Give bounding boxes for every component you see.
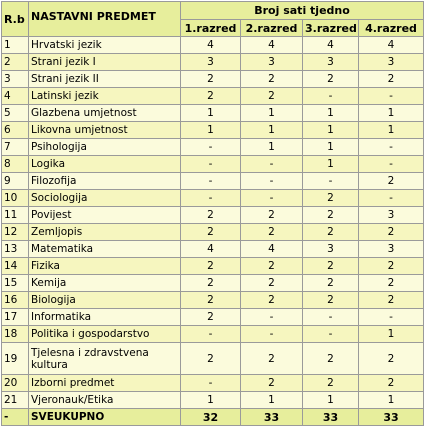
row-hours-grade-3: - xyxy=(303,173,359,190)
row-hours-grade-4: 2 xyxy=(359,275,424,292)
header-grade-1: 1.razred xyxy=(181,20,241,37)
row-ordinal: 20 xyxy=(2,375,29,392)
total-row xyxy=(2,409,424,426)
row-hours-grade-2: 2 xyxy=(241,224,303,241)
row-hours-grade-3: 1 xyxy=(303,139,359,156)
row-hours-grade-3: 3 xyxy=(303,54,359,71)
row-ordinal: 1 xyxy=(2,37,29,54)
row-hours-grade-1: - xyxy=(181,190,241,207)
row-hours-grade-3: 4 xyxy=(303,37,359,54)
row-subject: Informatika xyxy=(29,309,181,326)
row-ordinal: 13 xyxy=(2,241,29,258)
header-row-top xyxy=(2,2,424,20)
row-subject: Matematika xyxy=(29,241,181,258)
total-grade-2: 33 xyxy=(241,409,303,426)
header-ordinal: R.b xyxy=(2,2,29,37)
table-row xyxy=(2,173,424,190)
row-hours-grade-3: 2 xyxy=(303,190,359,207)
row-subject: Politika i gospodarstvo xyxy=(29,326,181,343)
row-ordinal: 15 xyxy=(2,275,29,292)
row-ordinal: 7 xyxy=(2,139,29,156)
table-row xyxy=(2,207,424,224)
row-ordinal: 6 xyxy=(2,122,29,139)
row-hours-grade-4: 2 xyxy=(359,343,424,375)
row-subject: Strani jezik II xyxy=(29,71,181,88)
row-hours-grade-1: 1 xyxy=(181,392,241,409)
table-row xyxy=(2,375,424,392)
row-hours-grade-1: - xyxy=(181,139,241,156)
row-ordinal: 9 xyxy=(2,173,29,190)
row-hours-grade-1: 3 xyxy=(181,54,241,71)
total-grade-3: 33 xyxy=(303,409,359,426)
row-hours-grade-2: 4 xyxy=(241,241,303,258)
row-hours-grade-4: 3 xyxy=(359,54,424,71)
table-row xyxy=(2,71,424,88)
row-hours-grade-1: - xyxy=(181,173,241,190)
row-hours-grade-4: 2 xyxy=(359,375,424,392)
row-subject: Latinski jezik xyxy=(29,88,181,105)
row-hours-grade-3: 2 xyxy=(303,71,359,88)
row-subject: Logika xyxy=(29,156,181,173)
row-hours-grade-3: 1 xyxy=(303,122,359,139)
row-hours-grade-3: 2 xyxy=(303,343,359,375)
row-hours-grade-3: 2 xyxy=(303,375,359,392)
row-subject: Izborni predmet xyxy=(29,375,181,392)
row-hours-grade-4: 3 xyxy=(359,207,424,224)
table-row xyxy=(2,326,424,343)
row-hours-grade-1: 2 xyxy=(181,292,241,309)
table-row xyxy=(2,156,424,173)
row-hours-grade-1: 2 xyxy=(181,275,241,292)
row-hours-grade-2: 2 xyxy=(241,275,303,292)
row-hours-grade-1: - xyxy=(181,375,241,392)
row-ordinal: 3 xyxy=(2,71,29,88)
row-hours-grade-1: 2 xyxy=(181,258,241,275)
row-hours-grade-2: 2 xyxy=(241,375,303,392)
row-hours-grade-2: 2 xyxy=(241,292,303,309)
row-hours-grade-2: 1 xyxy=(241,139,303,156)
row-hours-grade-3: - xyxy=(303,309,359,326)
header-grade-4: 4.razred xyxy=(359,20,424,37)
curriculum-table-container xyxy=(1,1,423,426)
row-subject: Glazbena umjetnost xyxy=(29,105,181,122)
row-hours-grade-4: - xyxy=(359,190,424,207)
table-row xyxy=(2,258,424,275)
row-hours-grade-4: 2 xyxy=(359,258,424,275)
row-hours-grade-4: 1 xyxy=(359,326,424,343)
row-hours-grade-2: - xyxy=(241,173,303,190)
row-hours-grade-2: 1 xyxy=(241,122,303,139)
row-subject: Zemljopis xyxy=(29,224,181,241)
total-grade-1: 32 xyxy=(181,409,241,426)
row-hours-grade-3: 2 xyxy=(303,258,359,275)
row-hours-grade-1: 2 xyxy=(181,224,241,241)
table-row xyxy=(2,392,424,409)
row-hours-grade-4: 3 xyxy=(359,241,424,258)
row-hours-grade-1: - xyxy=(181,156,241,173)
row-hours-grade-1: 2 xyxy=(181,309,241,326)
row-hours-grade-3: 3 xyxy=(303,241,359,258)
row-hours-grade-2: - xyxy=(241,309,303,326)
row-hours-grade-2: 2 xyxy=(241,88,303,105)
row-subject: Filozofija xyxy=(29,173,181,190)
row-ordinal: 21 xyxy=(2,392,29,409)
row-hours-grade-2: 2 xyxy=(241,207,303,224)
row-hours-grade-2: - xyxy=(241,326,303,343)
row-subject: Biologija xyxy=(29,292,181,309)
row-hours-grade-4: 2 xyxy=(359,292,424,309)
row-hours-grade-4: 1 xyxy=(359,392,424,409)
row-hours-grade-2: 2 xyxy=(241,71,303,88)
table-row xyxy=(2,105,424,122)
curriculum-hours-table xyxy=(1,1,424,426)
row-subject: Fizika xyxy=(29,258,181,275)
row-hours-grade-2: 1 xyxy=(241,392,303,409)
row-subject: Tjelesna i zdravstvena kultura xyxy=(29,343,181,375)
total-ordinal: - xyxy=(2,409,29,426)
row-hours-grade-4: 2 xyxy=(359,224,424,241)
row-ordinal: 4 xyxy=(2,88,29,105)
table-row xyxy=(2,275,424,292)
row-ordinal: 11 xyxy=(2,207,29,224)
row-hours-grade-3: 1 xyxy=(303,156,359,173)
row-ordinal: 8 xyxy=(2,156,29,173)
table-row xyxy=(2,343,424,375)
header-weekly-hours: Broj sati tjedno xyxy=(181,2,424,20)
row-hours-grade-1: 4 xyxy=(181,241,241,258)
table-row xyxy=(2,309,424,326)
row-subject: Psihologija xyxy=(29,139,181,156)
table-body xyxy=(2,37,424,409)
row-hours-grade-1: 2 xyxy=(181,88,241,105)
table-row xyxy=(2,241,424,258)
row-ordinal: 18 xyxy=(2,326,29,343)
table-row xyxy=(2,139,424,156)
table-row xyxy=(2,122,424,139)
row-hours-grade-2: 2 xyxy=(241,258,303,275)
row-subject: Povijest xyxy=(29,207,181,224)
row-ordinal: 16 xyxy=(2,292,29,309)
row-hours-grade-2: 4 xyxy=(241,37,303,54)
table-row xyxy=(2,88,424,105)
row-hours-grade-4: - xyxy=(359,88,424,105)
row-hours-grade-4: - xyxy=(359,156,424,173)
row-ordinal: 14 xyxy=(2,258,29,275)
row-ordinal: 12 xyxy=(2,224,29,241)
row-hours-grade-3: 2 xyxy=(303,275,359,292)
row-ordinal: 17 xyxy=(2,309,29,326)
row-hours-grade-1: 1 xyxy=(181,105,241,122)
row-ordinal: 5 xyxy=(2,105,29,122)
table-row xyxy=(2,224,424,241)
row-hours-grade-4: - xyxy=(359,309,424,326)
row-hours-grade-3: 2 xyxy=(303,207,359,224)
table-row xyxy=(2,37,424,54)
header-subject: NASTAVNI PREDMET xyxy=(29,2,181,37)
row-hours-grade-2: - xyxy=(241,190,303,207)
row-hours-grade-4: 2 xyxy=(359,173,424,190)
row-hours-grade-3: 2 xyxy=(303,292,359,309)
row-subject: Kemija xyxy=(29,275,181,292)
row-hours-grade-1: 2 xyxy=(181,207,241,224)
row-hours-grade-3: 2 xyxy=(303,224,359,241)
row-hours-grade-1: 1 xyxy=(181,122,241,139)
row-subject: Strani jezik I xyxy=(29,54,181,71)
row-hours-grade-3: 1 xyxy=(303,392,359,409)
row-ordinal: 10 xyxy=(2,190,29,207)
row-ordinal: 19 xyxy=(2,343,29,375)
row-hours-grade-4: 1 xyxy=(359,105,424,122)
row-hours-grade-1: 2 xyxy=(181,71,241,88)
row-hours-grade-2: 3 xyxy=(241,54,303,71)
row-subject: Sociologija xyxy=(29,190,181,207)
table-row xyxy=(2,54,424,71)
row-subject: Likovna umjetnost xyxy=(29,122,181,139)
row-hours-grade-4: - xyxy=(359,139,424,156)
row-hours-grade-2: 2 xyxy=(241,343,303,375)
row-hours-grade-2: 1 xyxy=(241,105,303,122)
row-hours-grade-4: 4 xyxy=(359,37,424,54)
row-hours-grade-1: 2 xyxy=(181,343,241,375)
row-hours-grade-3: 1 xyxy=(303,105,359,122)
row-hours-grade-3: - xyxy=(303,326,359,343)
row-hours-grade-3: - xyxy=(303,88,359,105)
total-grade-4: 33 xyxy=(359,409,424,426)
row-hours-grade-4: 2 xyxy=(359,71,424,88)
row-hours-grade-1: 4 xyxy=(181,37,241,54)
row-hours-grade-1: - xyxy=(181,326,241,343)
table-row xyxy=(2,190,424,207)
row-hours-grade-2: - xyxy=(241,156,303,173)
header-grade-2: 2.razred xyxy=(241,20,303,37)
total-label: SVEUKUPNO xyxy=(29,409,181,426)
row-hours-grade-4: 1 xyxy=(359,122,424,139)
row-subject: Vjeronauk/Etika xyxy=(29,392,181,409)
header-grade-3: 3.razred xyxy=(303,20,359,37)
table-row xyxy=(2,292,424,309)
row-subject: Hrvatski jezik xyxy=(29,37,181,54)
row-ordinal: 2 xyxy=(2,54,29,71)
